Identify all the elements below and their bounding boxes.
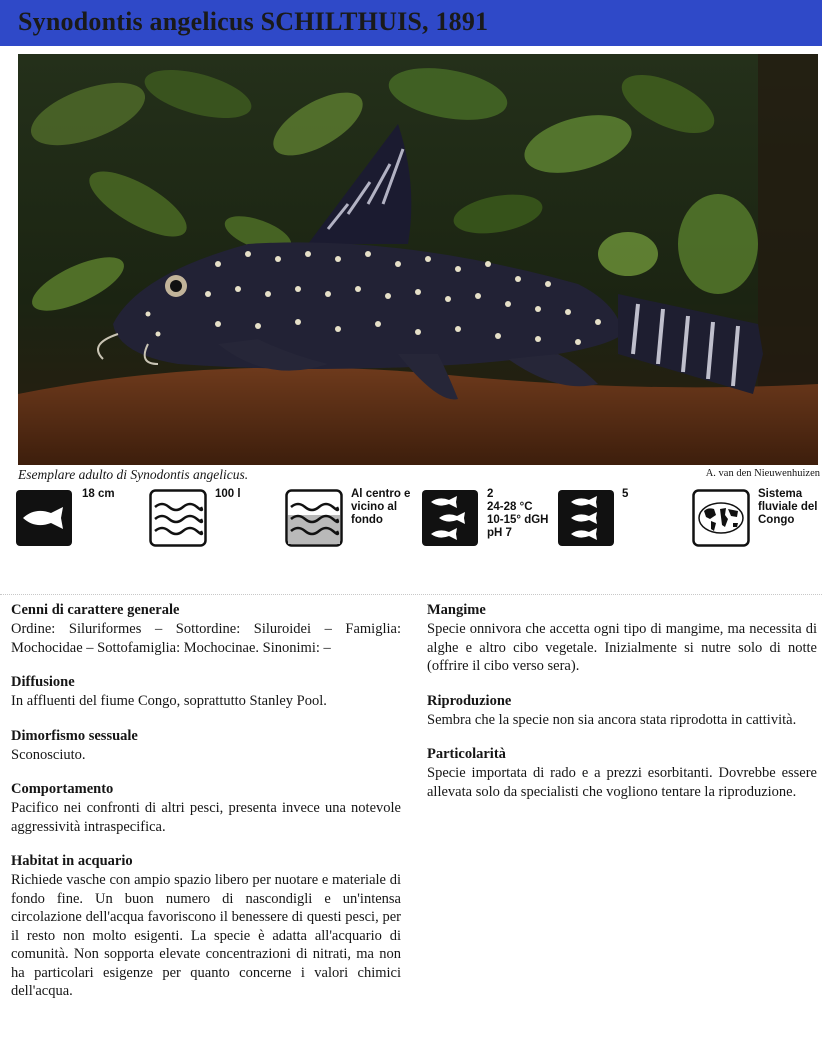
fish-illustration [18, 54, 818, 465]
section-food [427, 601, 817, 676]
section-text: Richiede vasche con ampio spazio libero per nuotare e materiale di fondo fine. Un buon numero di nascondigli e un'intensa circolazione dell'acqua favoriscono il benessere di questi pesci, per il resto non molto esigenti. La specie è adatta all'acquario di comunità. Non sopporta elevate concentrazioni di nitrati, ma non ha particolari esigenze per quanto concerne i valori chimici dell'acqua. [11, 872, 401, 999]
section-title: Dimorfismo sessuale [11, 727, 138, 744]
section-text: Ordine: Siluriformes – Sottordine: Siluroidei – Famiglia: Mochocidae – Sottofamiglia: Mochocinae. Sinonimi: – [11, 621, 401, 656]
photo-caption: Esemplare adulto di Synodontis angelicus. [18, 467, 249, 482]
tank-value: 100 l [215, 488, 241, 500]
difficulty-icon [557, 489, 615, 547]
section-title: Comportamento [11, 781, 114, 797]
section-dimorphism [11, 727, 401, 765]
distribution-text: Sistema fluviale del Congo [758, 488, 818, 526]
size-value: 18 cm [82, 488, 115, 500]
section-particularity [427, 745, 817, 801]
fish-photo [18, 54, 818, 465]
section-text: Specie onnivora che accetta ogni tipo di mangime, ma necessita di alghe e altro cibo vegetale. Inizialmente si nutre solo di notte (offrire il cibo verso sera). [427, 621, 817, 674]
world-map-icon [692, 489, 750, 547]
section-title: Diffusione [11, 674, 75, 690]
difficulty-value: 5 [622, 488, 629, 500]
fish-size-icon [15, 489, 73, 547]
swim-zone-icon [285, 489, 343, 547]
section-title: Habitat in acquario [11, 853, 133, 869]
section-habitat [11, 852, 401, 1001]
section-text: In affluenti del fiume Congo, soprattutto Stanley Pool. [11, 693, 327, 709]
section-title: Mangime [427, 602, 486, 618]
section-title: Cenni di carattere generale [11, 602, 180, 618]
section-title: Riproduzione [427, 692, 512, 709]
swim-zone-text: Al centro e vicino al fondo [351, 488, 411, 526]
right-column [427, 601, 817, 817]
tank-volume-icon [149, 489, 207, 547]
water-parameters-text: 2 24-28 °C 10-15° dGH pH 7 [487, 488, 549, 539]
title-banner [0, 0, 822, 46]
section-behavior [11, 780, 401, 836]
section-divider [0, 594, 822, 595]
photo-credit: A. van den Nieuwenhuizen [705, 468, 820, 479]
section-title: Particolarità [427, 746, 506, 762]
section-text: Pacifico nei confronti di altri pesci, presenta invece una notevole aggressività intraspecifica. [11, 800, 401, 835]
section-general [11, 601, 401, 657]
left-column [11, 601, 401, 1017]
water-parameters-icon [421, 489, 479, 547]
section-text: Sconosciuto. [11, 746, 86, 763]
section-breeding [427, 692, 817, 730]
section-text: Specie importata di rado e a prezzi esorbitanti. Dovrebbe essere allevata solo da specialisti che vogliono tentare la riproduzione. [427, 765, 817, 800]
section-text: Sembra che la specie non sia ancora stata riprodotta in cattività. [427, 711, 797, 728]
page-title: Synodontis angelicus SCHILTHUIS, 1891 [18, 7, 489, 36]
section-distribution [11, 673, 401, 711]
